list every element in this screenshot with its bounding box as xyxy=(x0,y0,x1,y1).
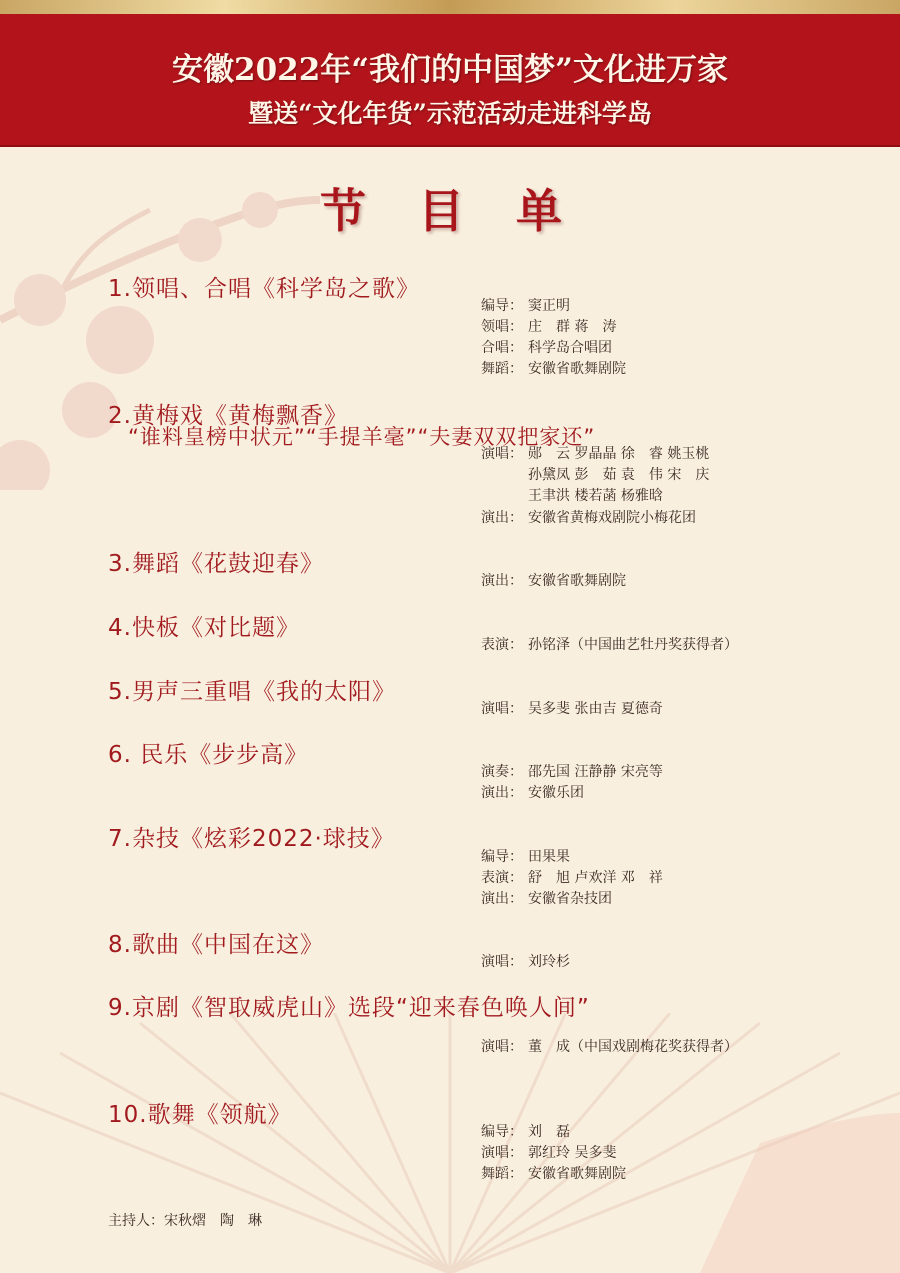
credit-line: 表演： 孙铭泽（中国曲艺牡丹奖获得者） xyxy=(481,637,738,653)
credit-line: 演出： 安徽省歌舞剧院 xyxy=(481,573,626,589)
header-title-line2: 暨送“文化年货”示范活动走进科学岛 xyxy=(248,99,652,128)
gold-top-border xyxy=(0,0,900,14)
credit-line: 演唱： 吴多斐 张由吉 夏德奇 xyxy=(481,701,663,717)
credit-line: 舞蹈： 安徽省歌舞剧院 xyxy=(481,1166,626,1182)
program-title: 4.快板《对比题》 xyxy=(108,615,300,641)
credit-line: 合唱： 科学岛合唱团 xyxy=(481,340,612,356)
program-list-title: 节 目 单 xyxy=(319,184,581,238)
credit-line: 演出： 安徽乐团 xyxy=(481,785,584,801)
credit-line: 演唱： 郧 云 罗晶晶 徐 睿 姚玉桃 xyxy=(481,446,710,462)
credit-line: 演唱： 刘玲杉 xyxy=(481,954,570,970)
credit-line: 编导： 窦正明 xyxy=(481,298,570,314)
credit-line: 表演： 舒 旭 卢欢洋 邓 祥 xyxy=(481,870,663,886)
credit-line: 编导： 刘 磊 xyxy=(481,1124,570,1140)
program-title: 8.歌曲《中国在这》 xyxy=(108,932,324,958)
header-title-line1: 安徽2022年“我们的中国梦”文化进万家 xyxy=(172,52,728,88)
program-subtitle: “谁料皇榜中状元”“手提羊毫”“夫妻双双把家还” xyxy=(128,425,596,449)
credit-line: 演唱： 郭红玲 吴多斐 xyxy=(481,1145,617,1161)
program-title: 6. 民乐《步步高》 xyxy=(108,742,309,768)
program-title: 7.杂技《炫彩2022·球技》 xyxy=(108,826,395,852)
credit-line: 演奏： 邵先国 汪静静 宋亮等 xyxy=(481,764,663,780)
host-line: 主持人：宋秋熠 陶 琳 xyxy=(108,1213,262,1229)
program-title: 3.舞蹈《花鼓迎春》 xyxy=(108,551,324,577)
credit-line: 领唱： 庄 群 蒋 涛 xyxy=(481,319,617,335)
header-banner xyxy=(0,14,900,147)
credit-line: 演唱： 董 成（中国戏剧梅花奖获得者） xyxy=(481,1039,738,1055)
program-title: 5.男声三重唱《我的太阳》 xyxy=(108,679,396,705)
fan-pattern-decoration xyxy=(0,1013,900,1273)
program-title: 10.歌舞《领航》 xyxy=(108,1102,292,1128)
program-title: 9.京剧《智取威虎山》选段“迎来春色唤人间” xyxy=(108,995,590,1021)
credit-line: 舞蹈： 安徽省歌舞剧院 xyxy=(481,361,626,377)
program-title: 2.黄梅戏《黄梅飘香》 xyxy=(108,403,348,429)
credit-line: 演出： 安徽省黄梅戏剧院小梅花团 xyxy=(481,510,696,526)
credit-line: 编导： 田果果 xyxy=(481,849,570,865)
credit-line: 演出： 安徽省杂技团 xyxy=(481,891,612,907)
program-title: 1.领唱、合唱《科学岛之歌》 xyxy=(108,276,420,302)
